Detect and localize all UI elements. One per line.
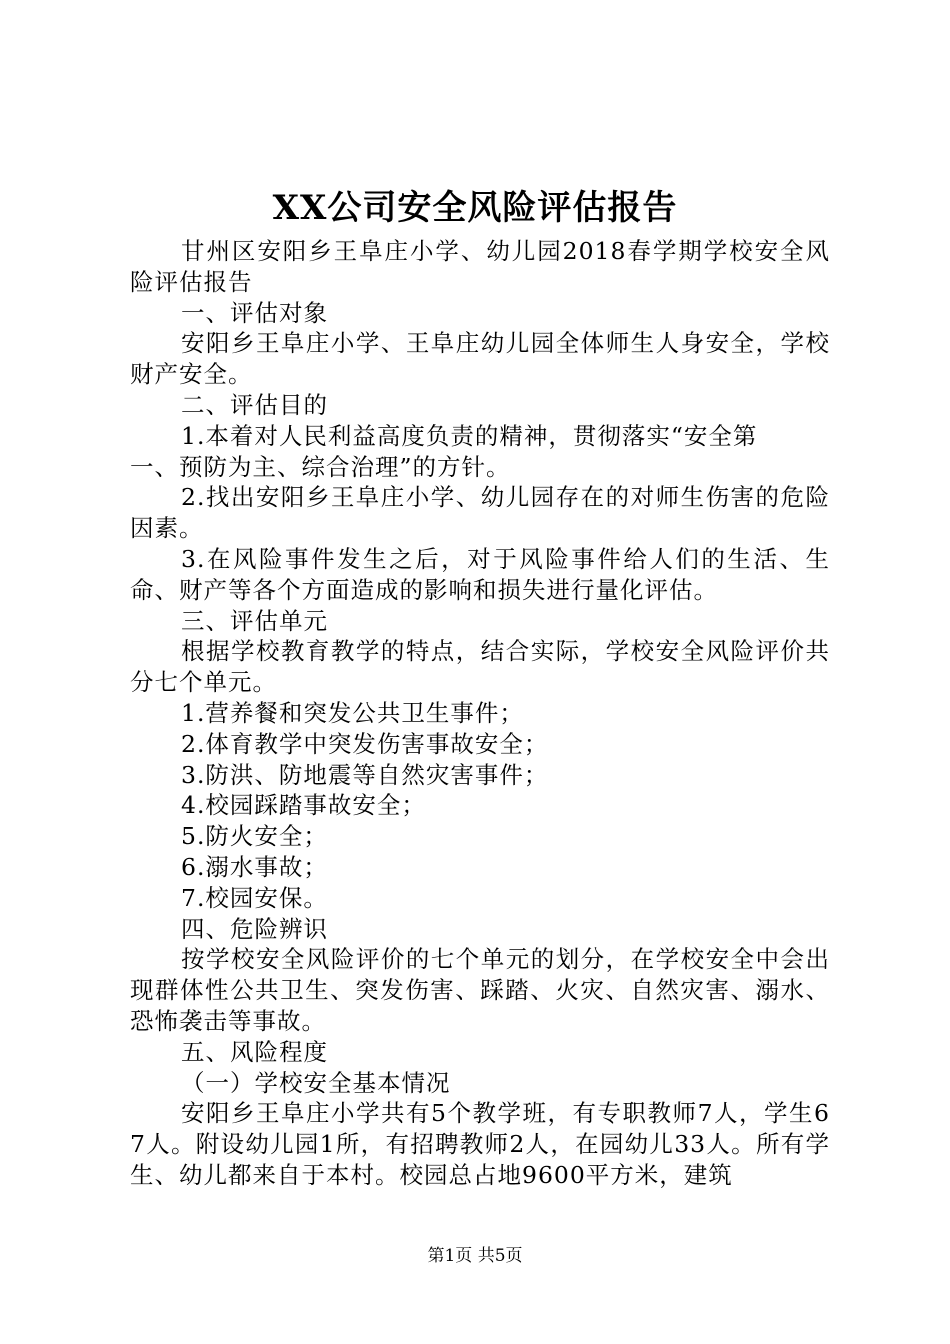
paragraph: 3.在风险事件发生之后，对于风险事件给人们的生活、生命、财产等各个方面造成的影响和损失进行量化评估。 <box>130 544 830 604</box>
paragraph: 安阳乡王阜庄小学、王阜庄幼儿园全体师生人身安全，学校财产安全。 <box>130 329 830 389</box>
paragraph: 根据学校教育教学的特点，结合实际，学校安全风险评价共分七个单元。 <box>130 637 830 697</box>
paragraph: 5.防火安全； <box>181 822 328 851</box>
document-body <box>130 236 830 1191</box>
paragraph: 4.校园踩踏事故安全； <box>181 791 426 820</box>
page-footer: 第1页 共5页 <box>427 1246 523 1266</box>
document-title: XX公司安全风险评估报告 <box>272 188 678 228</box>
paragraph: 2.找出安阳乡王阜庄小学、幼儿园存在的对师生伤害的危险因素。 <box>130 483 830 543</box>
paragraph: 2.体育教学中突发伤害事故安全； <box>181 729 549 758</box>
paragraph: 7.校园安保。 <box>181 883 328 912</box>
paragraph: 二、评估目的 <box>181 390 328 419</box>
paragraph: 五、风险程度 <box>181 1037 328 1066</box>
paragraph: 三、评估单元 <box>181 606 328 635</box>
paragraph: 甘州区安阳乡王阜庄小学、幼儿园2018春学期学校安全风险评估报告 <box>130 237 830 296</box>
paragraph: 1.本着对人民利益高度负责的精神，贯彻落实“安全第 <box>181 421 758 450</box>
paragraph: 四、危险辨识 <box>181 914 328 943</box>
paragraph: 3.防洪、防地震等自然灾害事件； <box>181 760 549 789</box>
paragraph: 安阳乡王阜庄小学共有5个教学班，有专职教师7人，学生67人。附设幼儿园1所，有招聘教师2人，在园幼儿33人。所有学生、幼儿都来自于本村。校园总占地9600平方米，建筑 <box>130 1099 830 1189</box>
paragraph: 一、预防为主、综合治理”的方针。 <box>130 452 511 481</box>
paragraph: 按学校安全风险评价的七个单元的划分，在学校安全中会出现群体性公共卫生、突发伤害、踩踏、火灾、自然灾害、溺水、恐怖袭击等事故。 <box>130 945 830 1035</box>
paragraph: 1.营养餐和突发公共卫生事件； <box>181 698 524 727</box>
paragraph: 6.溺水事故； <box>181 852 328 881</box>
paragraph: 一、评估对象 <box>181 298 328 327</box>
paragraph: （一）学校安全基本情况 <box>181 1068 451 1097</box>
